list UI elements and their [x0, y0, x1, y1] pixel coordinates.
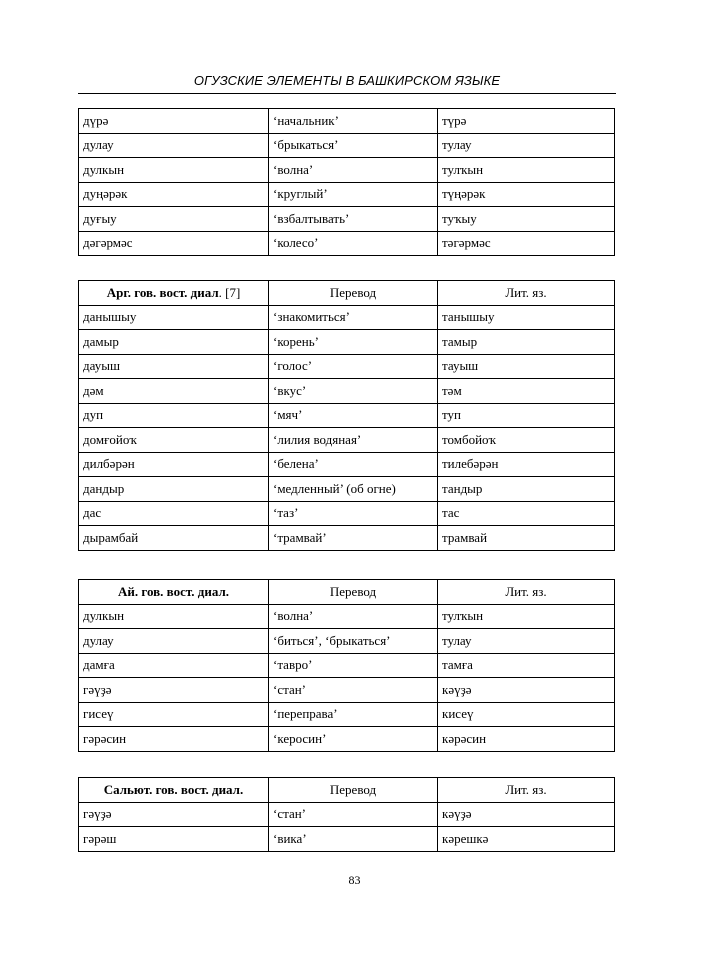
table-row [79, 330, 615, 355]
dialect-word: дамға [79, 653, 269, 678]
literary-word: тилебәрән [438, 452, 615, 477]
header-dialect-name: Сальют. гов. вост. диал. [103, 781, 244, 797]
dialect-word: данышыу [79, 305, 269, 330]
translation: ‘колесо’ [269, 231, 438, 256]
lexicon-table-ai [78, 579, 615, 752]
translation: ‘стан’ [269, 802, 438, 827]
table-row [79, 207, 615, 232]
table-body [79, 604, 615, 751]
table-row [79, 653, 615, 678]
translation: ‘лилия водяная’ [269, 428, 438, 453]
translation: ‘корень’ [269, 330, 438, 355]
table-row [79, 702, 615, 727]
dialect-word: дәгәрмәс [79, 231, 269, 256]
dialect-word: дәм [79, 379, 269, 404]
header-dialect [79, 580, 269, 605]
literary-word: туп [438, 403, 615, 428]
literary-word: тулау [438, 133, 615, 158]
literary-word: тауыш [438, 354, 615, 379]
table-row [79, 379, 615, 404]
translation: ‘белена’ [269, 452, 438, 477]
translation: ‘знакомиться’ [269, 305, 438, 330]
dialect-word: дас [79, 501, 269, 526]
literary-word: танышыу [438, 305, 615, 330]
translation: ‘вика’ [269, 827, 438, 852]
translation: ‘взбалтывать’ [269, 207, 438, 232]
literary-word: тулау [438, 629, 615, 654]
page-number: 83 [348, 873, 361, 887]
header-row [79, 778, 615, 803]
table-row [79, 109, 615, 134]
header-dialect [79, 778, 269, 803]
table-row [79, 452, 615, 477]
literary-word: туҡыу [438, 207, 615, 232]
dialect-word: дулау [79, 133, 269, 158]
literary-word: тулҡын [438, 604, 615, 629]
literary-word: тәгәрмәс [438, 231, 615, 256]
dialect-word: гәрәсин [79, 727, 269, 752]
dialect-word: дулау [79, 629, 269, 654]
literary-word: түңәрәк [438, 182, 615, 207]
header-translation: Перевод [269, 281, 438, 306]
literary-word: кәрешкә [438, 827, 615, 852]
translation: ‘трамвай’ [269, 526, 438, 551]
table-body [79, 802, 615, 851]
table-row [79, 477, 615, 502]
dialect-word: дилбәрән [79, 452, 269, 477]
translation: ‘волна’ [269, 158, 438, 183]
table-header [79, 580, 615, 605]
translation: ‘вкус’ [269, 379, 438, 404]
translation: ‘голос’ [269, 354, 438, 379]
translation: ‘биться’, ‘брыкаться’ [269, 629, 438, 654]
table-row [79, 678, 615, 703]
header-literary: Лит. яз. [438, 580, 615, 605]
translation: ‘керосин’ [269, 727, 438, 752]
dialect-word: гәүҙә [79, 802, 269, 827]
translation: ‘стан’ [269, 678, 438, 703]
literary-word: тулҡын [438, 158, 615, 183]
literary-word: тас [438, 501, 615, 526]
dialect-word: дуғыу [79, 207, 269, 232]
translation: ‘круглый’ [269, 182, 438, 207]
table-header [79, 778, 615, 803]
translation: ‘медленный’ (об огне) [269, 477, 438, 502]
header-dialect [79, 281, 269, 306]
lexicon-table-continued [78, 108, 615, 256]
translation: ‘волна’ [269, 604, 438, 629]
table-row [79, 501, 615, 526]
table-row [79, 231, 615, 256]
dialect-word: дүрә [79, 109, 269, 134]
translation: ‘мяч’ [269, 403, 438, 428]
table-row [79, 827, 615, 852]
dialect-word: дуп [79, 403, 269, 428]
table-body [79, 109, 615, 256]
header-translation: Перевод [269, 778, 438, 803]
literary-word: тәм [438, 379, 615, 404]
literary-word: түрә [438, 109, 615, 134]
table-row [79, 354, 615, 379]
translation: ‘переправа’ [269, 702, 438, 727]
dialect-word: гәрәш [79, 827, 269, 852]
translation: ‘брыкаться’ [269, 133, 438, 158]
table-row [79, 158, 615, 183]
literary-word: кәүҙә [438, 802, 615, 827]
literary-word: трамвай [438, 526, 615, 551]
lexicon-table-salyut [78, 777, 615, 852]
literary-word: кәүҙә [438, 678, 615, 703]
dialect-word: гәүҙә [79, 678, 269, 703]
header-literary: Лит. яз. [438, 281, 615, 306]
dialect-word: гисеү [79, 702, 269, 727]
table-row [79, 604, 615, 629]
literary-word: тамыр [438, 330, 615, 355]
literary-word: тамға [438, 653, 615, 678]
table-header [79, 281, 615, 306]
table-row [79, 133, 615, 158]
lexicon-table-arg [78, 280, 615, 551]
literary-word: томбойоҡ [438, 428, 615, 453]
dialect-word: дулкын [79, 158, 269, 183]
header-row [79, 580, 615, 605]
table-row [79, 727, 615, 752]
dialect-word: домғойоҡ [79, 428, 269, 453]
dialect-word: дуңәрәк [79, 182, 269, 207]
table-row [79, 403, 615, 428]
dialect-word: дауыш [79, 354, 269, 379]
table-row [79, 526, 615, 551]
table-row [79, 802, 615, 827]
header-row [79, 281, 615, 306]
table-row [79, 305, 615, 330]
translation: ‘тавро’ [269, 653, 438, 678]
literary-word: тандыр [438, 477, 615, 502]
header-dialect-name: Ай. гов. вост. диал. [118, 583, 229, 599]
dialect-word: дырамбай [79, 526, 269, 551]
table-row [79, 428, 615, 453]
header-dialect-name: Арг. гов. вост. диал [106, 284, 219, 300]
header-dialect-ref: . [7] [218, 284, 241, 300]
table-row [79, 629, 615, 654]
table-body [79, 305, 615, 550]
table-row [79, 182, 615, 207]
dialect-word: дулкын [79, 604, 269, 629]
header-translation: Перевод [269, 580, 438, 605]
header-literary: Лит. яз. [438, 778, 615, 803]
translation: ‘начальник’ [269, 109, 438, 134]
literary-word: кисеү [438, 702, 615, 727]
running-head: ОГУЗСКИЕ ЭЛЕМЕНТЫ В БАШКИРСКОМ ЯЗЫКЕ [78, 70, 616, 94]
dialect-word: дандыр [79, 477, 269, 502]
translation: ‘таз’ [269, 501, 438, 526]
literary-word: кәрәсин [438, 727, 615, 752]
dialect-word: дамыр [79, 330, 269, 355]
